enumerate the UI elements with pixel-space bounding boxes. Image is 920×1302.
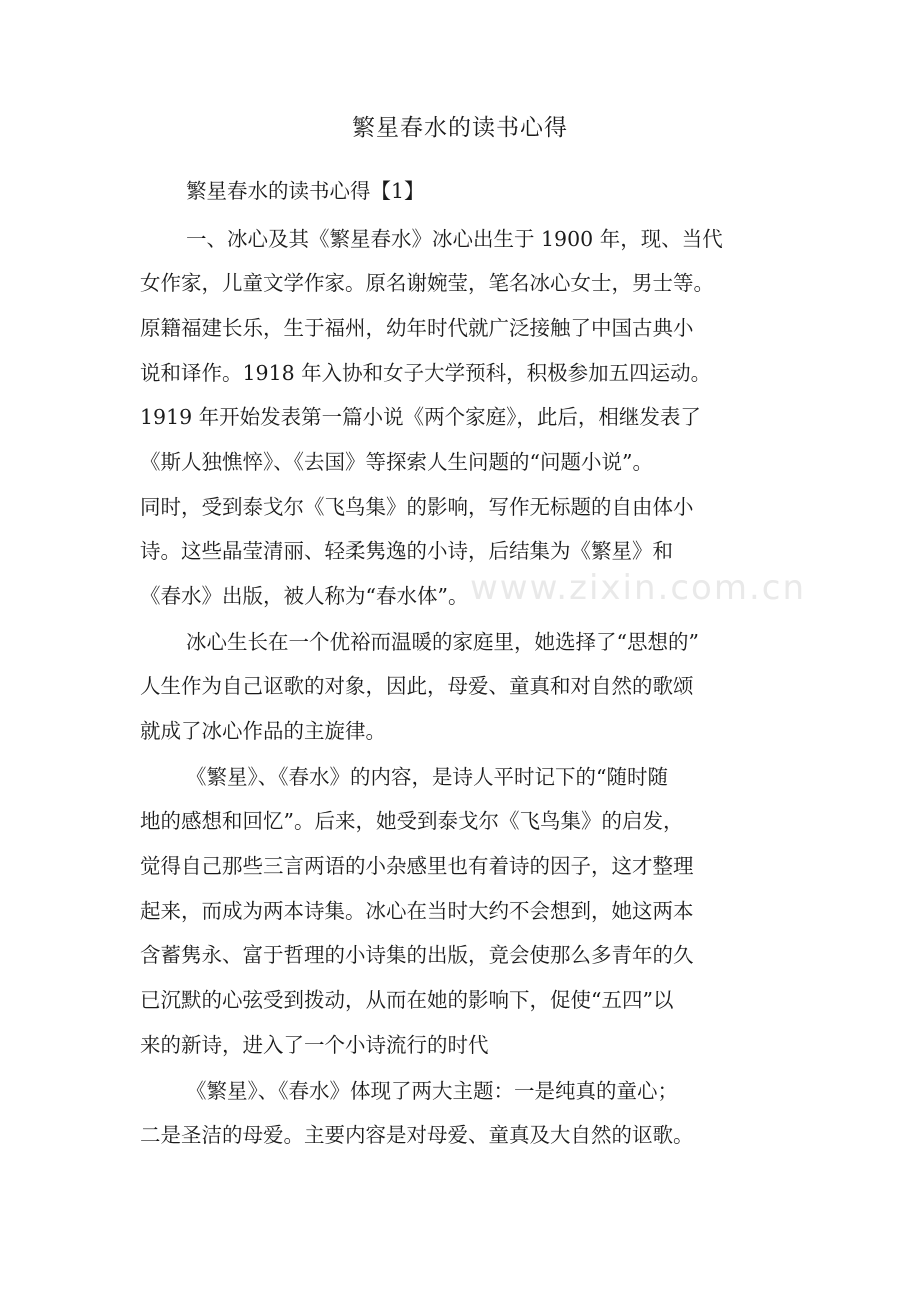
- section-heading: 繁星春水的读书心得【1】: [186, 179, 425, 203]
- paragraph-line: 一、冰心及其《繁星春水》冰心出生于 1900 年，现、当代: [186, 227, 723, 251]
- paragraph-line: 人生作为自己讴歌的对象，因此，母爱、童真和对自然的歌颂: [140, 674, 694, 698]
- page-title: 繁星春水的读书心得: [352, 115, 568, 141]
- paragraph-line: 觉得自己那些三言两语的小杂感里也有着诗的因子，这才整理: [140, 854, 694, 878]
- paragraph-line: 诗。这些晶莹清丽、轻柔隽逸的小诗，后结集为《繁星》和: [140, 539, 673, 563]
- watermark: www.zixin.com.cn: [470, 568, 806, 608]
- paragraph-line: 原籍福建长乐，生于福州，幼年时代就广泛接触了中国古典小: [140, 316, 694, 340]
- paragraph-line: 《斯人独憔悴》、《去国》等探索人生问题的“问题小说”。: [140, 450, 653, 474]
- paragraph-line: 就成了冰心作品的主旋律。: [140, 719, 386, 743]
- paragraph-line: 《繁星》、《春水》的内容，是诗人平时记下的“随时随: [186, 765, 668, 789]
- paragraph-line: 《繁星》、《春水》体现了两大主题：一是纯真的童心；: [186, 1079, 678, 1103]
- paragraph-line: 已沉默的心弦受到拨动，从而在她的影响下，促使“五四”以: [140, 988, 674, 1012]
- paragraph-line: 女作家，儿童文学作家。原名谢婉莹，笔名冰心女士，男士等。: [140, 271, 714, 295]
- paragraph-line: 说和译作。1918 年入协和女子大学预科，积极参加五四运动。: [140, 361, 712, 385]
- paragraph-line: 1919 年开始发表第一篇小说《两个家庭》，此后，相继发表了: [140, 405, 701, 429]
- paragraph-line: 含蓄隽永、富于哲理的小诗集的出版，竟会使那么多青年的久: [140, 943, 694, 967]
- paragraph-line: 起来，而成为两本诗集。冰心在当时大约不会想到，她这两本: [140, 899, 694, 923]
- paragraph-line: 来的新诗，进入了一个小诗流行的时代: [140, 1033, 489, 1057]
- paragraph-line: 同时，受到泰戈尔《飞鸟集》的影响，写作无标题的自由体小: [140, 495, 694, 519]
- paragraph-line: 二是圣洁的母爱。主要内容是对母爱、童真及大自然的讴歌。: [140, 1123, 694, 1147]
- paragraph-line: 《春水》出版，被人称为“春水体”。: [140, 584, 469, 608]
- paragraph-line: 冰心生长在一个优裕而温暖的家庭里，她选择了“思想的”: [186, 630, 699, 654]
- paragraph-line: 地的感想和回忆”。后来，她受到泰戈尔《飞鸟集》的启发，: [140, 809, 684, 833]
